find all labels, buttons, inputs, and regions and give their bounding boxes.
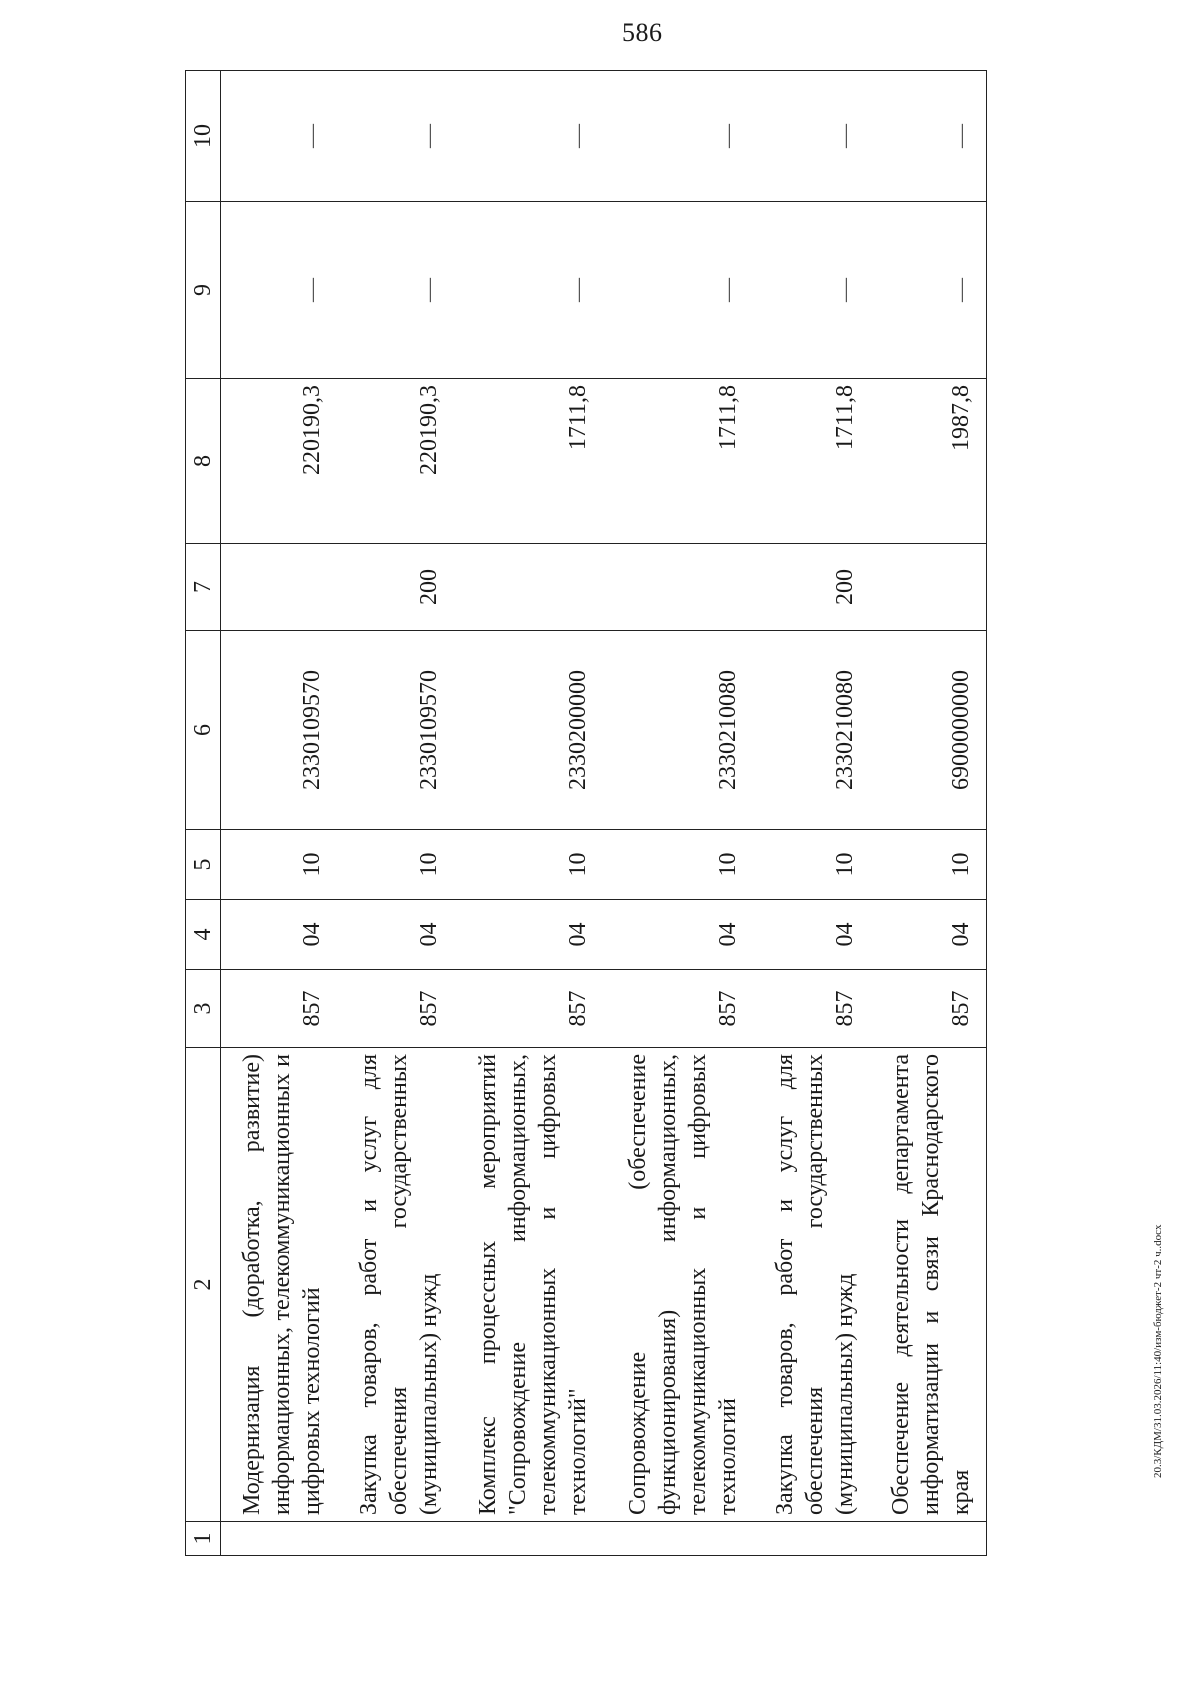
cell-subsection: 10 (454, 830, 604, 900)
cell-amount: 1711,8 (454, 379, 604, 544)
cell-ministry-code: 857 (870, 970, 987, 1048)
cell-amount: 1711,8 (603, 379, 753, 544)
cell-ministry-code: 857 (753, 970, 869, 1048)
table-row (454, 71, 604, 1556)
cell-target-article: 2330200000 (454, 631, 604, 830)
cell-expense-type (454, 544, 604, 631)
header-col-7: 7 (186, 544, 221, 631)
cell-subsection: 10 (753, 830, 869, 900)
cell-section: 04 (603, 900, 753, 970)
header-col-2: 2 (186, 1048, 221, 1522)
cell-expense-type (221, 544, 338, 631)
cell-expense-type: 200 (753, 544, 869, 631)
table-row (221, 71, 338, 1556)
header-col-10: 10 (186, 71, 221, 202)
cell-description: Модернизация (доработка, развитие) информационных, телекоммуникационных и цифровых технологий (221, 1048, 338, 1522)
table-row (603, 71, 753, 1556)
cell-col1 (221, 1522, 338, 1556)
cell-ministry-code: 857 (454, 970, 604, 1048)
header-col-3: 3 (186, 970, 221, 1048)
cell-ministry-code: 857 (337, 970, 453, 1048)
cell-section: 04 (870, 900, 987, 970)
cell-col9: — (454, 202, 604, 379)
cell-target-article: 6900000000 (870, 631, 987, 830)
cell-description: Закупка товаров, работ и услуг для обеспечения государственных (муниципальных) нужд (753, 1048, 869, 1522)
cell-section: 04 (454, 900, 604, 970)
cell-amount: 1711,8 (753, 379, 869, 544)
cell-col9: — (221, 202, 338, 379)
cell-col1 (870, 1522, 987, 1556)
header-col-9: 9 (186, 202, 221, 379)
cell-expense-type: 200 (337, 544, 453, 631)
cell-amount: 220190,3 (221, 379, 338, 544)
document-file-reference: 20.3/КДМ/31.03.2026/11:40/изм-бюджет-2 чт-2 ч..docx (1152, 1224, 1164, 1478)
cell-description: Комплекс процессных мероприятий "Сопровождение информационных, телекоммуникационных и цифровых технологий" (454, 1048, 604, 1522)
cell-section: 04 (337, 900, 453, 970)
table-row (753, 71, 869, 1556)
cell-target-article: 2330210080 (603, 631, 753, 830)
header-col-1: 1 (186, 1522, 221, 1556)
header-row (186, 71, 221, 1556)
cell-section: 04 (221, 900, 338, 970)
cell-col10: — (454, 71, 604, 202)
table-row (870, 71, 987, 1556)
cell-subsection: 10 (870, 830, 987, 900)
cell-col10: — (221, 71, 338, 202)
header-col-5: 5 (186, 830, 221, 900)
cell-col10: — (753, 71, 869, 202)
cell-description: Сопровождение (обеспечение функционирования) информационных, телекоммуникационных и цифровых технологий (603, 1048, 753, 1522)
cell-col10: — (603, 71, 753, 202)
cell-col1 (337, 1522, 453, 1556)
cell-subsection: 10 (337, 830, 453, 900)
page-number: 586 (622, 18, 663, 47)
cell-description: Закупка товаров, работ и услуг для обеспечения государственных (муниципальных) нужд (337, 1048, 453, 1522)
cell-amount: 1987,8 (870, 379, 987, 544)
cell-target-article: 2330109570 (337, 631, 453, 830)
header-col-8: 8 (186, 379, 221, 544)
cell-target-article: 2330109570 (221, 631, 338, 830)
budget-table (185, 70, 987, 1556)
cell-col1 (753, 1522, 869, 1556)
cell-ministry-code: 857 (603, 970, 753, 1048)
header-col-4: 4 (186, 900, 221, 970)
cell-expense-type (603, 544, 753, 631)
cell-section: 04 (753, 900, 869, 970)
cell-amount: 220190,3 (337, 379, 453, 544)
cell-col9: — (603, 202, 753, 379)
cell-ministry-code: 857 (221, 970, 338, 1048)
cell-col9: — (870, 202, 987, 379)
cell-col10: — (870, 71, 987, 202)
cell-col9: — (753, 202, 869, 379)
cell-description: Обеспечение деятельности департамента информатизации и связи Краснодарского края (870, 1048, 987, 1522)
cell-subsection: 10 (221, 830, 338, 900)
cell-subsection: 10 (603, 830, 753, 900)
cell-target-article: 2330210080 (753, 631, 869, 830)
rotated-table-container (185, 71, 987, 1556)
table-row (337, 71, 453, 1556)
cell-col9: — (337, 202, 453, 379)
cell-col10: — (337, 71, 453, 202)
cell-col1 (454, 1522, 604, 1556)
cell-expense-type (870, 544, 987, 631)
cell-col1 (603, 1522, 753, 1556)
header-col-6: 6 (186, 631, 221, 830)
